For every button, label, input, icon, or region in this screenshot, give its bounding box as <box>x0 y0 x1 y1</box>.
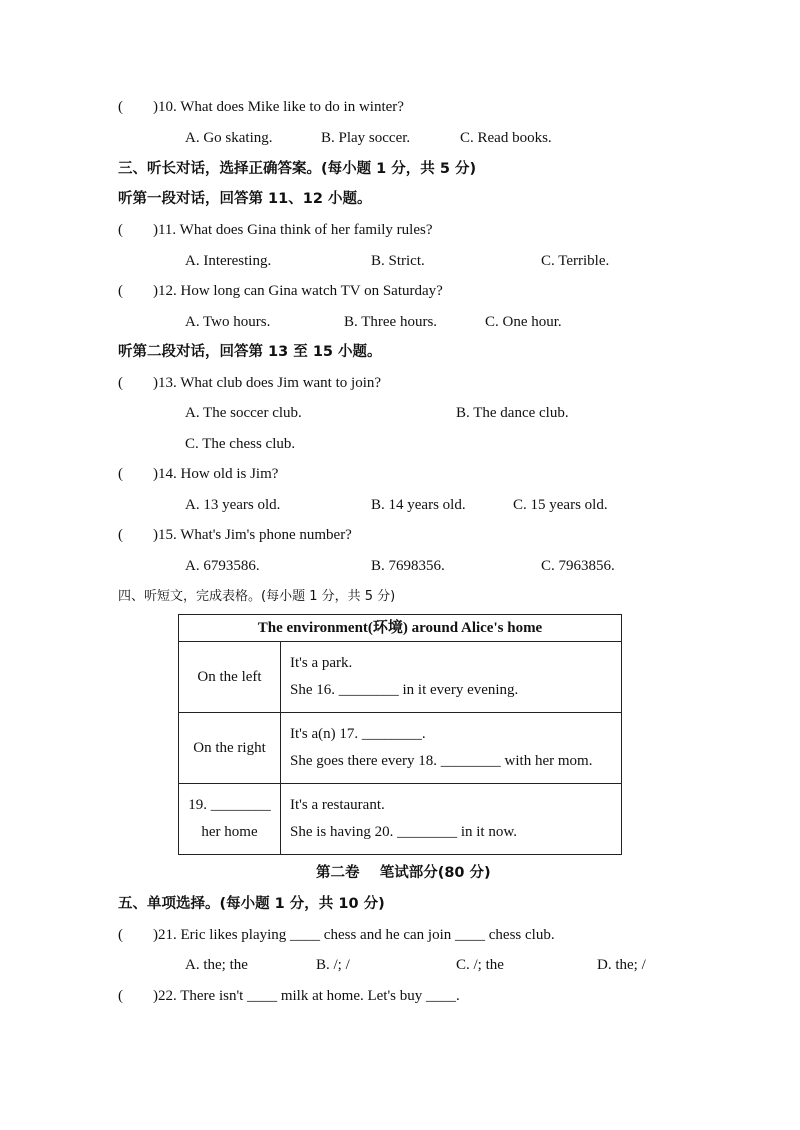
row-label-right: On the right <box>179 713 281 784</box>
question-14-option-c[interactable]: C. 15 years old. <box>513 497 608 513</box>
question-12-option-c[interactable]: C. One hour. <box>485 314 562 330</box>
table-header: The environment(环境) around Alice's home <box>179 615 622 642</box>
question-21-stem: ( )21. Eric likes playing ____ chess and he can join ____ chess club. <box>118 927 555 943</box>
question-13-option-b[interactable]: B. The dance club. <box>456 405 569 421</box>
question-14-option-b[interactable]: B. 14 years old. <box>371 497 466 513</box>
question-15-option-c[interactable]: C. 7963856. <box>541 558 615 574</box>
row-label-left: On the left <box>179 642 281 713</box>
dialog-2-instruction: 听第二段对话，回答第 13 至 15 小题。 <box>118 344 382 360</box>
table-row <box>179 642 622 713</box>
question-21-option-a[interactable]: A. the; the <box>185 957 248 973</box>
question-12-stem: ( )12. How long can Gina watch TV on Saturday? <box>118 283 443 299</box>
blank-19[interactable]: 19. ________ <box>188 797 271 813</box>
row-line-blank-18[interactable]: She goes there every 18. ________ with her mom. <box>290 753 593 769</box>
question-21-option-c[interactable]: C. /; the <box>456 957 504 973</box>
question-10-option-c[interactable]: C. Read books. <box>460 130 552 146</box>
table-header-row <box>179 615 622 642</box>
question-14-option-a[interactable]: A. 13 years old. <box>185 497 281 513</box>
environment-table <box>178 614 622 855</box>
section-5-title: 五、单项选择。(每小题 1 分，共 10 分) <box>118 896 385 912</box>
question-10-option-b[interactable]: B. Play soccer. <box>321 130 411 146</box>
table-row <box>179 713 622 784</box>
question-21-option-b[interactable]: B. /; / <box>316 957 350 973</box>
row-label-blank-19[interactable] <box>179 784 281 855</box>
row-label-suffix: her home <box>201 824 258 840</box>
question-15-option-a[interactable]: A. 6793586. <box>185 558 260 574</box>
question-21-option-d[interactable]: D. the; / <box>597 957 646 973</box>
question-11-stem: ( )11. What does Gina think of her family rules? <box>118 222 433 238</box>
row-line-blank-17[interactable]: It's a(n) 17. ________. <box>290 726 426 742</box>
question-13-stem: ( )13. What club does Jim want to join? <box>118 375 382 391</box>
question-13-option-c[interactable]: C. The chess club. <box>185 436 296 452</box>
row-line: It's a park. <box>290 655 353 671</box>
row-line-blank-16[interactable]: She 16. ________ in it every evening. <box>290 682 519 698</box>
question-22-stem: ( )22. There isn't ____ milk at home. Let's buy ____. <box>118 988 460 1004</box>
row-line-blank-20[interactable]: She is having 20. ________ in it now. <box>290 824 517 840</box>
part-2-title: 第二卷 笔试部分(80 分) <box>316 865 491 881</box>
question-14-stem: ( )14. How old is Jim? <box>118 466 279 482</box>
row-content-left <box>281 642 622 713</box>
row-content-right <box>281 713 622 784</box>
section-3-title: 三、听长对话，选择正确答案。(每小题 1 分，共 5 分) <box>118 161 477 177</box>
question-10-option-a[interactable]: A. Go skating. <box>185 130 273 146</box>
question-10-stem: ( )10. What does Mike like to do in winter? <box>118 99 404 115</box>
question-12-option-b[interactable]: B. Three hours. <box>344 314 438 330</box>
section-4-title: 四、听短文，完成表格。(每小题 1 分，共 5 分) <box>118 589 396 604</box>
question-12-option-a[interactable]: A. Two hours. <box>185 314 271 330</box>
question-11-option-a[interactable]: A. Interesting. <box>185 253 272 269</box>
row-content-third <box>281 784 622 855</box>
dialog-1-instruction: 听第一段对话，回答第 11、12 小题。 <box>118 191 372 207</box>
row-line: It's a restaurant. <box>290 797 385 813</box>
question-11-option-c[interactable]: C. Terrible. <box>541 253 610 269</box>
question-15-option-b[interactable]: B. 7698356. <box>371 558 445 574</box>
question-15-stem: ( )15. What's Jim's phone number? <box>118 527 352 543</box>
question-11-option-b[interactable]: B. Strict. <box>371 253 425 269</box>
table-row <box>179 784 622 855</box>
question-13-option-a[interactable]: A. The soccer club. <box>185 405 302 421</box>
